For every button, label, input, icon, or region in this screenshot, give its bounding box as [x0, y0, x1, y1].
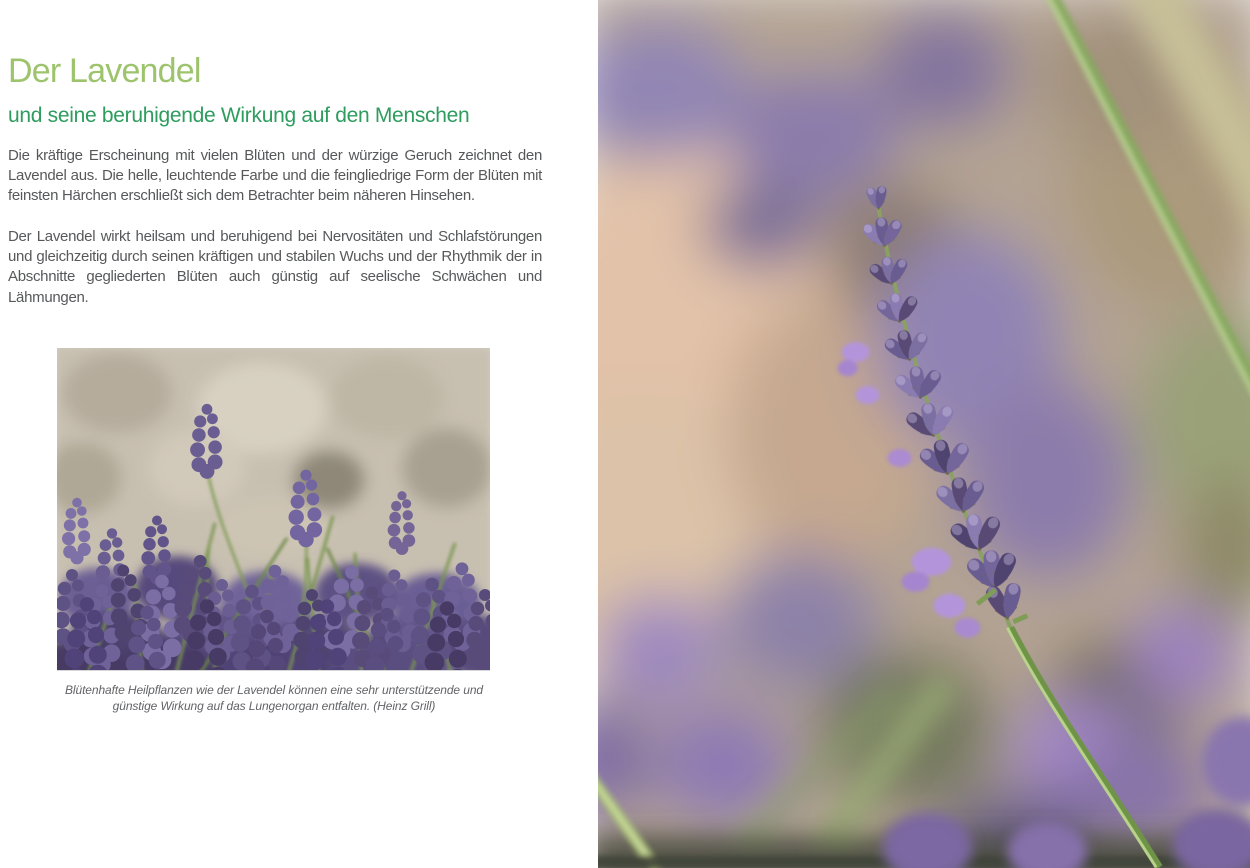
left-page: [0, 0, 598, 868]
inset-photo-figure: [57, 348, 490, 713]
page-title: Der Lavendel: [8, 52, 201, 90]
right-photo: [598, 0, 1250, 868]
inset-photo-illustration: [57, 348, 490, 670]
right-photo-illustration: [598, 0, 1250, 868]
paragraph-2: Der Lavendel wirkt heilsam und beruhigend bei Nervositäten und Schlafstörungen und gleichzeitig durch seinen kräftigen und stabilen Wuchs und der Rhythmik der in Abschnitte gegliederten Blüten auch günstig auf seelische Schwächen und Lähmungen.: [8, 228, 542, 306]
photo-caption: Blütenhafte Heilpflanzen wie der Lavendel können eine sehr unterstützende und günstige Wirkung auf das Lungenorgan entfalten. (Heinz Grill): [65, 683, 483, 713]
inset-photo: [57, 348, 490, 671]
page-subtitle: und seine beruhigende Wirkung auf den Menschen: [8, 104, 470, 127]
paragraph-1: Die kräftige Erscheinung mit vielen Blüten und der würzige Geruch zeichnet den Lavendel aus. Die helle, leuchtende Farbe und die feingliedrige Form der Blüten mit feinsten Härchen erschließt sich dem Betrachter beim näheren Hinsehen.: [8, 147, 542, 205]
